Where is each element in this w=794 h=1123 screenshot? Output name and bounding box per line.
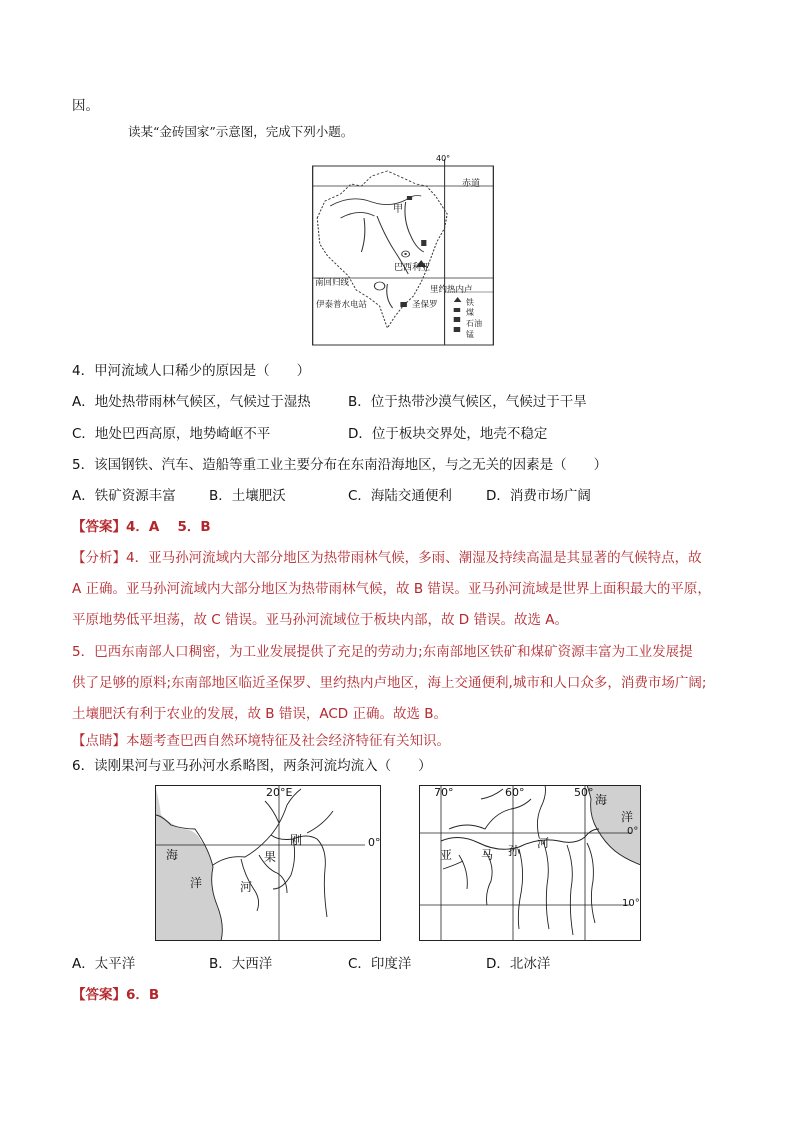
analysis-line-4: 5．巴西东南部人口稠密，为工业发展提供了充足的劳动力;东南部地区铁矿和煤矿资源丰富为工业发展提 xyxy=(72,644,693,660)
amazon-map xyxy=(419,785,641,941)
map2-sea2-label: 洋 xyxy=(190,876,203,890)
map3-sea1-label: 海 xyxy=(595,793,608,807)
map1-legend-iron: 铁 xyxy=(466,298,474,307)
map3-sea2-label: 洋 xyxy=(621,810,634,824)
map2-river-char-1: 刚 xyxy=(290,833,303,847)
map1-rio-label: 里约热内卢 xyxy=(430,285,473,295)
map3-river-char-2: 马 xyxy=(481,848,494,862)
map1-itaipu-label: 伊泰普水电站 xyxy=(316,300,368,310)
map3-lon50-label: 50° xyxy=(574,786,594,799)
map1-legend-coal: 煤 xyxy=(466,308,474,317)
map2-lon-label: 20°E xyxy=(266,786,293,799)
q6-option-b[interactable]: B．大西洋 xyxy=(209,956,273,972)
q6-stem: 6．读刚果河与亚马孙河水系略图，两条河流均流入（ ） xyxy=(72,758,432,774)
q4-option-d[interactable]: D．位于板块交界处，地壳不稳定 xyxy=(348,426,548,442)
map1-tropic-label: 南回归线 xyxy=(315,278,350,288)
map3-lon70-label: 70° xyxy=(434,786,454,799)
q5-option-c[interactable]: C．海陆交通便利 xyxy=(348,488,452,504)
map1-legend-oil: 石油 xyxy=(466,319,482,328)
answer-6: 【答案】6．B xyxy=(72,987,160,1003)
map3-river-char-4: 河 xyxy=(537,836,550,850)
intro-text: 读某“金砖国家”示意图，完成下列小题。 xyxy=(128,124,354,139)
q4-stem: 4．甲河流域人口稀少的原因是（ ） xyxy=(72,363,311,379)
answer-4-5: 【答案】4．A 5．B xyxy=(72,519,211,535)
analysis-line-2: A 正确。亚马孙河流域内大部分地区为热带雨林气候，故 B 错误。亚马孙河流域是世界上面积最大的平原， xyxy=(72,581,711,597)
map3-lat10-label: 10° xyxy=(622,898,640,909)
analysis-line-5: 供了足够的原料;东南部地区临近圣保罗、里约热内卢地区，海上交通便利,城市和人口众多，消费市场广阔; xyxy=(72,675,707,691)
q5-option-b[interactable]: B．土壤肥沃 xyxy=(209,488,286,504)
q6-option-c[interactable]: C．印度洋 xyxy=(348,956,412,972)
map2-river-char-3: 河 xyxy=(240,880,253,894)
q4-option-a[interactable]: A．地处热带雨林气候区，气候过于湿热 xyxy=(72,394,311,410)
map2-sea1-label: 海 xyxy=(166,848,179,862)
q5-option-d[interactable]: D．消费市场广阔 xyxy=(486,488,591,504)
q4-option-c[interactable]: C．地处巴西高原，地势崎岖不平 xyxy=(72,426,271,442)
q6-option-a[interactable]: A．太平洋 xyxy=(72,956,136,972)
map1-equator-label: 赤道 xyxy=(462,179,481,189)
q6-option-d[interactable]: D．北冰洋 xyxy=(486,956,551,972)
q4-option-b[interactable]: B．位于热带沙漠气候区，气候过于干旱 xyxy=(348,394,587,410)
q5-stem: 5．该国钢铁、汽车、造船等重工业主要分布在东南沿海地区，与之无关的因素是（ ） xyxy=(72,457,608,473)
comment-line: 【点睛】本题考查巴西自然环境特征及社会经济特征有关知识。 xyxy=(72,733,450,749)
map2-lat-label: 0° xyxy=(368,836,381,849)
map1-legend-mn: 锰 xyxy=(466,330,474,339)
analysis-line-1: 【分析】4．亚马孙河流域内大部分地区为热带雨林气候，多雨、潮湿及持续高温是其显著的气候特点，故 xyxy=(72,550,702,566)
map1-river-jia: 甲 xyxy=(393,204,403,215)
map3-lat0-label: 0° xyxy=(627,826,639,837)
lead-char: 因。 xyxy=(72,98,99,114)
analysis-line-3: 平原地势低平坦荡，故 C 错误。亚马孙河流域位于板块内部，故 D 错误。故选 A。 xyxy=(72,612,569,628)
map3-river-char-1: 亚 xyxy=(440,848,453,862)
analysis-line-6: 土壤肥沃有利于农业的发展，故 B 错误，ACD 正确。故选 B。 xyxy=(72,706,448,722)
q5-option-a[interactable]: A．铁矿资源丰富 xyxy=(72,488,176,504)
map1-capital-label: 巴西利亚 xyxy=(394,263,431,273)
map2-river-char-2: 果 xyxy=(264,850,277,864)
map1-saopaulo-label: 圣保罗 xyxy=(412,300,438,310)
map3-river-char-3: 孙 xyxy=(508,844,521,858)
map3-lon60-label: 60° xyxy=(505,786,525,799)
map1-lon-label: 40° xyxy=(436,154,451,163)
